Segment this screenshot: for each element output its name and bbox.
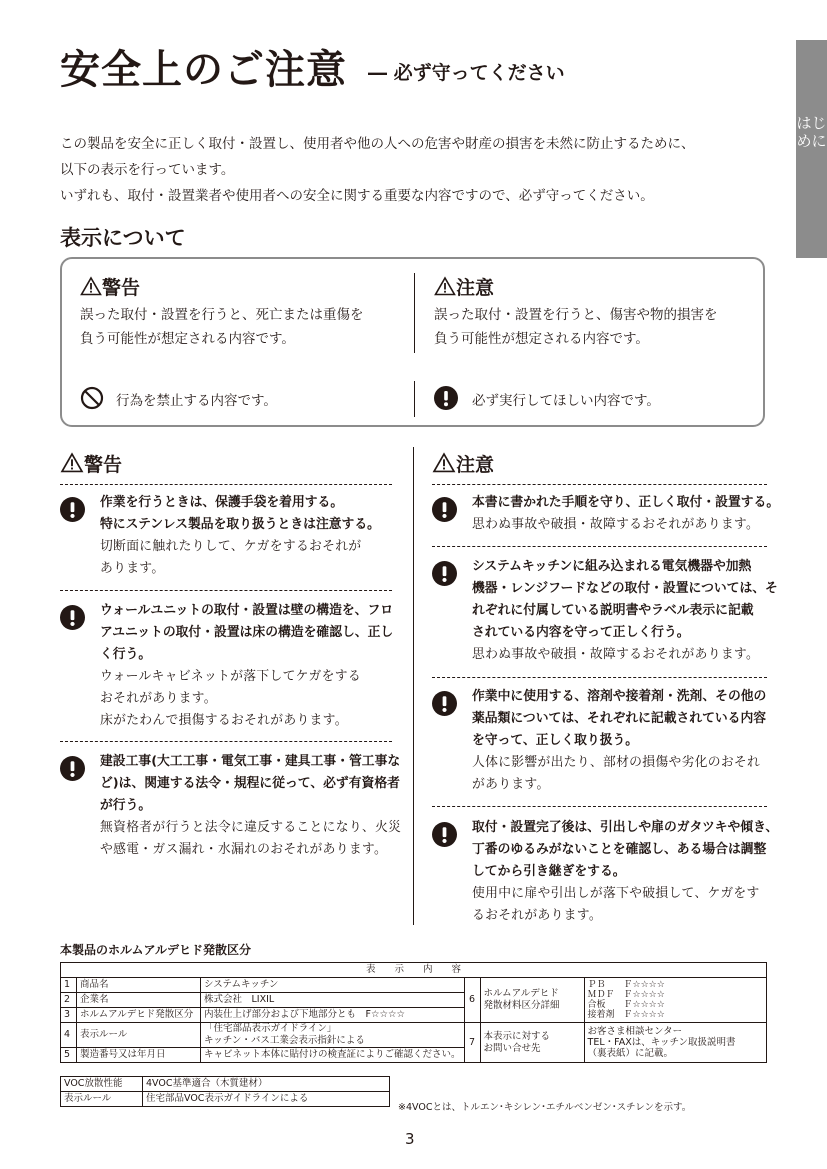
material-line: 接着剤 Ｆ☆☆☆☆ <box>587 1010 665 1020</box>
label-line: ホルムアルデヒド <box>483 988 559 999</box>
row-number: 1 <box>61 978 77 993</box>
text-line: 負う可能性が想定される内容です。 <box>434 331 649 347</box>
mandatory-icon <box>60 605 85 630</box>
section-tab-label: はじめに <box>796 114 827 150</box>
table-row <box>61 1077 390 1092</box>
dashed-separator <box>432 546 767 547</box>
item-line: おそれがあります。 <box>100 691 217 706</box>
legend-divider <box>414 381 415 417</box>
row-value: キャビネット本体に貼付けの検査証によりご確認ください。 <box>201 1048 465 1063</box>
legend-caution-text <box>434 303 754 351</box>
item-bold-line: が行う。 <box>100 798 152 813</box>
contact-line: TEL・FAXは、キッチン取扱説明書 <box>587 1037 736 1048</box>
item-line: るおそれがあります。 <box>472 908 602 923</box>
dashed-separator <box>432 677 767 678</box>
label-line: 発散材料区分詳細 <box>483 1000 560 1011</box>
warning-triangle-icon <box>80 276 102 296</box>
row-label: 表示ルール <box>77 1023 201 1048</box>
legend-heading: 表示について <box>60 226 186 250</box>
dashed-separator <box>60 741 392 742</box>
item-bold-line: 機器・レンジフードなどの取付・設置については、そ <box>472 581 778 596</box>
row-label: 企業名 <box>77 993 201 1008</box>
contact-line: お客さま相談センター <box>587 1026 683 1037</box>
table-header: 表 示 内 容 <box>61 963 767 978</box>
dashed-separator <box>432 484 767 485</box>
contact-info <box>584 1023 766 1063</box>
row-label: ホルムアルデヒド発散区分 <box>77 1008 201 1023</box>
row-label <box>480 1023 584 1063</box>
formaldehyde-table <box>60 962 767 1063</box>
section-tab <box>796 40 827 258</box>
material-line: ＭＤＦ Ｆ☆☆☆☆ <box>587 990 665 1000</box>
intro-line: 以下の表示を行っています。 <box>60 162 235 178</box>
row-value <box>201 1023 465 1048</box>
intro-text <box>60 131 760 209</box>
legend-prohibit-text: 行為を禁止する内容です。 <box>116 393 277 409</box>
item-bold-line: システムキッチンに組み込まれる電気機器や加熱 <box>472 559 752 574</box>
legend-mandatory-text: 必ず実行してほしい内容です。 <box>472 393 660 409</box>
value-line: キッチン・バス工業会表示指針による <box>204 1035 365 1046</box>
mandatory-icon <box>432 497 457 522</box>
mandatory-icon <box>60 497 85 522</box>
caution-section-title <box>432 450 494 477</box>
voc-table <box>60 1076 390 1107</box>
item-bold-line: を守って、正しく取り扱う。 <box>472 733 639 748</box>
row-number: 4 <box>61 1023 77 1048</box>
page-subtitle: ― 必ず守ってください <box>368 62 565 84</box>
legend-caution-title <box>434 273 494 300</box>
item-bold-line: 作業中に使用する、溶剤や接着剤・洗剤、その他の <box>472 689 767 704</box>
mandatory-icon <box>432 691 457 716</box>
row-label: 製造番号又は年月日 <box>77 1048 201 1063</box>
mandatory-icon <box>432 822 457 847</box>
row-number: 3 <box>61 1008 77 1023</box>
material-line: 合板 Ｆ☆☆☆☆ <box>587 1000 665 1010</box>
voc-footnote: ※4VOCとは、トルエン･キシレン･エチルベンゼン･スチレンを示す。 <box>398 1102 692 1113</box>
caution-triangle-icon <box>434 276 456 296</box>
table-row <box>61 1092 390 1107</box>
legend-warning-title <box>80 273 140 300</box>
mandatory-icon <box>432 561 457 586</box>
item-bold-line: 薬品類については、それぞれに記載されている内容 <box>472 711 767 726</box>
item-line: あります。 <box>100 561 165 576</box>
item-bold-line: アユニットの取付・設置は床の構造を確認し、正し <box>100 625 394 640</box>
caution-triangle-icon <box>432 452 456 473</box>
row-value: 住宅部品VOC表示ガイドラインによる <box>143 1092 390 1107</box>
item-bold-line: されている内容を守って正しく行う。 <box>472 625 690 640</box>
item-line: 無資格者が行うと法令に違反することになり、火災 <box>100 820 402 835</box>
text-line: 誤った取付・設置を行うと、死亡または重傷を <box>80 307 364 323</box>
mandatory-icon <box>434 386 458 410</box>
item-line: 切断面に触れたりして、ケガをするおそれが <box>100 539 362 554</box>
item-bold-line: 作業を行うときは、保護手袋を着用する。 <box>100 495 344 510</box>
item-bold-line: 特にステンレス製品を取り扱うときは注意する。 <box>100 517 380 532</box>
caution-section-label: 注意 <box>456 454 495 476</box>
table-row <box>61 978 767 993</box>
row-value: システムキッチン <box>201 978 465 993</box>
row-label: VOC放散性能 <box>61 1077 143 1092</box>
dashed-separator <box>60 590 392 591</box>
legend-warning-label: 警告 <box>102 277 141 299</box>
warning-section-title <box>60 450 122 477</box>
warning-triangle-icon <box>60 452 84 473</box>
item-bold-line: 丁番のゆるみがないことを確認し、ある場合は調整 <box>472 842 767 857</box>
label-line: お問い合せ先 <box>483 1042 541 1054</box>
item-bold-line: してから引き継ぎをする。 <box>472 864 626 879</box>
item-bold-line: 本書に書かれた手順を守り、正しく取付・設置する。 <box>472 495 780 510</box>
item-bold-line: く行う。 <box>100 647 152 662</box>
formaldehyde-title: 本製品のホルムアルデヒド発散区分 <box>60 943 252 957</box>
warning-section-label: 警告 <box>84 454 123 476</box>
contact-line: （裏表紙）に記載。 <box>587 1048 674 1059</box>
prohibited-icon <box>80 386 104 410</box>
item-line: 床がたわんで損傷するおそれがあります。 <box>100 713 348 728</box>
dashed-separator <box>60 484 392 485</box>
column-divider <box>413 447 414 925</box>
item-bold-line: ど)は、関連する法令・規程に従って、必ず有資格者 <box>100 776 400 791</box>
row-number: 6 <box>464 978 480 1023</box>
value-line: 「住宅部品表示ガイドライン」 <box>204 1023 337 1034</box>
item-line: 思わぬ事故や破損・故障するおそれがあります。 <box>472 647 760 662</box>
legend-box <box>60 257 765 427</box>
item-line: 思わぬ事故や破損・故障するおそれがあります。 <box>472 517 760 532</box>
mandatory-icon <box>60 756 85 781</box>
row-label: 表示ルール <box>61 1092 143 1107</box>
material-grades <box>584 978 766 1023</box>
item-line: ウォールキャビネットが落下してケガをする <box>100 669 361 684</box>
item-bold-line: ウォールユニットの取付・設置は壁の構造を、フロ <box>100 603 394 618</box>
dashed-separator <box>432 806 767 807</box>
row-number: 2 <box>61 993 77 1008</box>
text-line: 負う可能性が想定される内容です。 <box>80 331 295 347</box>
row-value: 株式会社 LIXIL <box>201 993 465 1008</box>
item-bold-line: 取付・設置完了後は、引出しや扉のガタツキや傾き、 <box>472 820 779 835</box>
page-number: 3 <box>405 1130 415 1148</box>
row-number: 7 <box>464 1023 480 1063</box>
intro-line: いずれも、取付・設置業者や使用者への安全に関する重要な内容ですので、必ず守ってください。 <box>60 188 654 204</box>
row-value: 内装仕上げ部分および下地部分とも F☆☆☆☆ <box>201 1008 465 1023</box>
intro-line: この製品を安全に正しく取付・設置し、使用者や他の人への危害や財産の損害を未然に防止するために、 <box>60 136 695 152</box>
text-line: 誤った取付・設置を行うと、傷害や物的損害を <box>434 307 718 323</box>
item-line: や感電・ガス漏れ・水漏れのおそれがあります。 <box>100 842 388 857</box>
row-value: 4VOC基準適合（木質建材） <box>143 1077 390 1092</box>
row-number: 5 <box>61 1048 77 1063</box>
item-bold-line: れぞれに付属している説明書やラベル表示に記載 <box>472 603 754 618</box>
material-line: ＰＢ Ｆ☆☆☆☆ <box>587 980 665 990</box>
item-line: があります。 <box>472 777 550 792</box>
item-line: 人体に影響が出たり、部材の損傷や劣化のおそれ <box>472 755 761 770</box>
page-title: 安全上のご注意 <box>60 47 347 93</box>
row-label <box>480 978 584 1023</box>
item-line: 使用中に扉や引出しが落下や破損して、ケガをす <box>472 886 760 901</box>
legend-warning-text <box>80 303 400 351</box>
label-line: 本表示に対する <box>483 1030 551 1042</box>
item-bold-line: 建設工事(大工工事・電気工事・建具工事・管工事な <box>100 754 401 769</box>
row-label: 商品名 <box>77 978 201 993</box>
table-row <box>61 1023 767 1048</box>
legend-caution-label: 注意 <box>456 277 495 299</box>
legend-divider <box>414 273 415 353</box>
